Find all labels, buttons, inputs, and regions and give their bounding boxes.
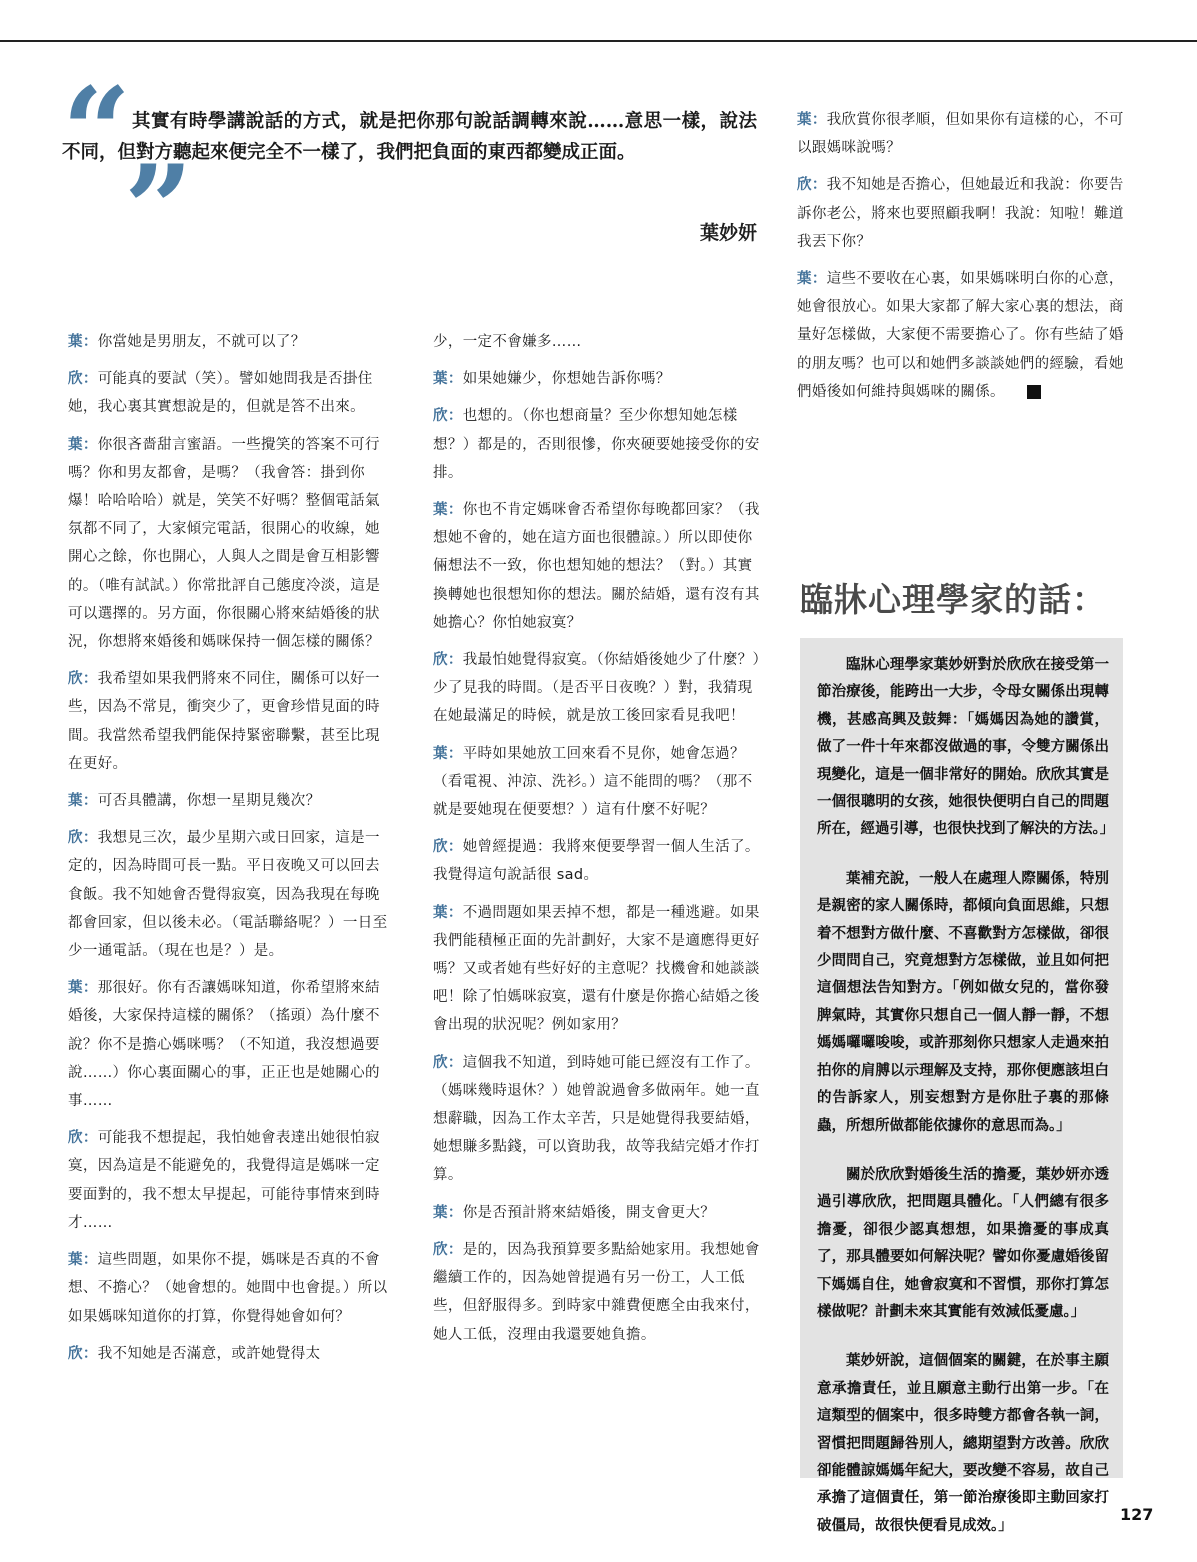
dialogue-text: 我不知她是否擔心，但她最近和我說：你要告訴你老公，將來也要照顧我啊！我說：知啦！難道我丟下你？ (797, 177, 1124, 250)
dialogue-text: 你也不肯定媽咪會否希望你每晚都回家？（我想她不會的，她在這方面也很體諒。）所以即使你倆想法不一致，你也想知她的想法？（對。）其實換轉她也很想知你的想法。關於結婚，還有沒有其她擔心？你怕她寂寞？ (433, 502, 760, 631)
sidebar-paragraph: 關於欣欣對婚後生活的擔憂，葉妙妍亦透過引導欣欣，把問題具體化。「人們總有很多擔憂，卻很少認真想想，如果擔憂的事成真了，那具體要如何解決呢？譬如你憂慮婚後留下媽媽自住，她會寂寞和不習慣，那你打算怎樣做呢？計劃未來其實能有效減低憂慮。」 (817, 1166, 1109, 1320)
speaker-label: 葉： (68, 793, 98, 810)
dialogue-turn (68, 824, 394, 965)
dialogue-turn (433, 496, 761, 637)
dialogue-text: 我想見三次，最少星期六或日回家，這是一定的，因為時間可長一點。平日夜晚又可以回去食飯。我不知她會否覺得寂寞，因為我現在每晚都會回家，但以後未必。（電話聯絡呢？）一日至少一通電話。（現在也是？）是。 (68, 830, 388, 960)
dialogue-text: 這個我不知道，到時她可能已經沒有工作了。（媽咪幾時退休？）她曾說過會多做兩年。她一直想辭職，因為工作太辛苦，只是她覺得我要結婚，她想賺多點錢，可以資助我，故等我結完婚才作打算。 (433, 1054, 760, 1184)
dialogue-text: 我不知她是否滿意，或許她覺得太 (97, 1345, 321, 1362)
dialogue-text: 那很好。你有否讓媽咪知道，你希望將來結婚後，大家保持這樣的關係？（搖頭）為什麼不說？你不是擔心媽咪嗎？（不知道，我沒想過要說……）你心裏面關心的事，正正也是她關心的事…… (68, 980, 380, 1110)
pull-quote-author: 葉妙妍 (699, 222, 757, 244)
speaker-label: 欣： (68, 1130, 98, 1147)
speaker-label: 欣： (433, 408, 463, 425)
dialogue-turn (433, 899, 761, 1040)
dialogue-text: 你很吝嗇甜言蜜語。一些攪笑的答案不可行嗎？你和男友都會，是嗎？（我會答：掛到你爆！哈哈哈哈）就是，笑笑不好嗎？整個電話氣氛都不同了，大家傾完電話，很開心的收線，她開心之餘，你也開心，人與人之間是會互相影響的。（唯有試試。）你常批評自己態度冷淡，這是可以選擇的。另方面，你很關心將來結婚後的狀況，你想將來婚後和媽咪保持一個怎樣的關係？ (68, 436, 381, 651)
dialogue-text: 這些問題，如果你不提，媽咪是否真的不會想、不擔心？（她會想的。她間中也會提。）所以如果媽咪知道你的打算，你覺得她會如何？ (68, 1252, 388, 1325)
dialogue-turn (433, 328, 761, 356)
speaker-label: 葉： (433, 1204, 463, 1221)
dialogue-turn (68, 431, 394, 657)
dialogue-turn (68, 1246, 394, 1331)
dialogue-turn (68, 328, 394, 356)
dialogue-text: 是的，因為我預算要多點給她家用。我想她會繼續工作的，因為她曾提過有另一份工，人工低些，但舒服得多。到時家中雜費便應全由我來付，她人工低，沒理由我還要她負擔。 (433, 1241, 760, 1343)
speaker-label: 欣： (797, 177, 827, 194)
speaker-label: 葉： (797, 112, 827, 128)
speaker-label: 葉： (433, 502, 463, 519)
dialogue-turn (797, 171, 1127, 256)
dialogue-turn (433, 402, 761, 487)
dialogue-turn (68, 665, 394, 778)
speaker-label: 欣： (433, 652, 463, 669)
speaker-label: 欣： (433, 839, 463, 856)
sidebar-body (817, 652, 1115, 1562)
dialogue-turn (433, 740, 761, 825)
dialogue-turn (433, 646, 761, 731)
speaker-label: 欣： (433, 1241, 463, 1258)
top-rule (0, 40, 1197, 42)
dialogue-turn (68, 365, 394, 421)
dialogue-text: 她曾經提過：我將來便要學習一個人生活了。我覺得這句說話很 sad。 (433, 839, 760, 884)
speaker-label: 欣： (68, 371, 98, 388)
speaker-label: 葉： (68, 1252, 98, 1269)
dialogue-turn (433, 833, 761, 889)
dialogue-turn (68, 1124, 394, 1237)
dialogue-text: 少，一定不會嫌多…… (433, 334, 582, 350)
speaker-label: 欣： (433, 1054, 463, 1071)
speaker-label: 葉： (68, 334, 98, 350)
page-number: 127 (1120, 1505, 1154, 1524)
speaker-label: 葉： (68, 436, 98, 453)
speaker-label: 葉： (433, 371, 463, 388)
speaker-label: 葉： (433, 904, 463, 921)
dialogue-text: 我最怕她覺得寂寞。（你結婚後她少了什麼？）少了見我的時間。（是否平日夜晚？）對，我猜現在她最滿足的時候，就是放工後回家看見我吧！ (433, 652, 761, 725)
dialogue-text: 也想的。（你也想商量？至少你想知她怎樣想？）都是的，否則很慘，你夾硬要她接受你的安排。 (433, 408, 760, 481)
dialogue-text: 你是否預計將來結婚後，開支會更大？ (462, 1204, 716, 1221)
pull-quote-text: 其實有時學講說話的方式，就是把你那句說話調轉來說……意思一樣，說法不同，但對方聽起來便完全不一樣了，我們把負面的東西都變成正面。 (62, 111, 757, 163)
dialogue-turn (433, 1236, 761, 1349)
dialogue-column-3 (797, 106, 1127, 415)
dialogue-text: 如果她嫌少，你想她告訴你嗎？ (462, 371, 671, 388)
dialogue-text: 你當她是男朋友，不就可以了？ (97, 334, 306, 350)
sidebar-heading: 臨牀心理學家的話： (800, 580, 1106, 619)
dialogue-turn (68, 1340, 394, 1368)
dialogue-text: 可能真的要試（笑）。譬如她問我是否掛住她，我心裏其實想說是的，但就是答不出來。 (68, 371, 373, 416)
speaker-label: 葉： (433, 745, 463, 762)
speaker-label: 欣： (68, 830, 98, 847)
dialogue-turn (433, 1049, 761, 1190)
dialogue-turn (68, 787, 394, 815)
dialogue-text: 我希望如果我們將來不同住，關係可以好一些，因為不常見，衝突少了，更會珍惜見面的時間。我當然希望我們能保持緊密聯繫，甚至比現在更好。 (68, 671, 380, 772)
dialogue-text: 我欣賞你很孝順，但如果你有這樣的心，不可以跟媽咪說嗎？ (797, 112, 1124, 157)
dialogue-turn (68, 974, 394, 1115)
end-of-article-mark-icon (1027, 385, 1041, 399)
dialogue-text: 可能我不想提起，我怕她會表達出她很怕寂寞，因為這是不能避免的，我覺得這是媽咪一定要面對的，我不想太早提起，可能待事情來到時才…… (68, 1130, 380, 1231)
close-quote-mark-icon: ” (124, 139, 194, 280)
sidebar-paragraph: 臨牀心理學家葉妙妍對於欣欣在接受第一節治療後，能跨出一大步，令母女關係出現轉機，甚感高興及鼓舞：「媽媽因為她的讚賞，做了一件十年來都沒做過的事，令雙方關係出現變化，這是一個非常好的開始。欣欣其實是一個很聰明的女孩，她很快便明白自己的問題所在，經過引導，也很快找到了解決的方法。」 (817, 657, 1115, 838)
speaker-label: 葉： (797, 271, 827, 288)
dialogue-turn (797, 106, 1127, 162)
speaker-label: 欣： (68, 1345, 98, 1362)
dialogue-turn (797, 265, 1127, 406)
open-quote-mark-icon: “ (62, 61, 132, 202)
dialogue-column-2 (433, 328, 761, 1358)
dialogue-text: 可否具體講，你想一星期見幾次？ (97, 793, 321, 810)
dialogue-text: 不過問題如果丟掉不想，都是一種逃避。如果我們能積極正面的先計劃好，大家不是適應得更好嗎？又或者她有些好好的主意呢？找機會和她談談吧！除了怕媽咪寂寞，還有什麼是你擔心結婚之後會出現的狀況呢？例如家用？ (433, 904, 760, 1034)
dialogue-text: 這些不要收在心裏，如果媽咪明白你的心意，她會很放心。如果大家都了解大家心裏的想法，商量好怎樣做，大家便不需要擔心了。你有些結了婚的朋友嗎？也可以和她們多談談她們的經驗，看她們婚後如何維持與媽咪的關係。 (797, 271, 1124, 400)
sidebar-paragraph: 葉妙妍說，這個個案的關鍵，在於事主願意承擔責任，並且願意主動行出第一步。「在這類型的個案中，很多時雙方都會各執一詞，習慣把問題歸咎別人，總期望對方改善。欣欣卻能體諒媽媽年紀大，要改變不容易，故自己承擔了這個責任，第一節治療後即主動回家打破僵局，故很快便看見成效。」 (817, 1353, 1109, 1534)
psychologist-sidebar (800, 638, 1123, 1534)
sidebar-paragraph: 葉補充說，一般人在處理人際關係，特別是親密的家人關係時，都傾向負面思維，只想着不想對方做什麼、不喜歡對方怎樣做，卻很少問問自己，究竟想對方怎樣做，並且如何把這個想法告知對方。「例如做女兒的，當你發脾氣時，其實你只想自己一個人靜一靜，不想媽媽囉囉唆唆，或許那刻你只想家人走過來拍拍你的肩膊以示理解及支持，那你便應該坦白的告訴家人，別妄想對方是你肚子裏的那條蟲，所想所做都能依據你的意思而為。」 (817, 870, 1109, 1134)
speaker-label: 葉： (68, 980, 98, 997)
dialogue-column-1 (68, 328, 394, 1377)
dialogue-turn (433, 365, 761, 393)
dialogue-text: 平時如果她放工回來看不見你，她會怎過？（看電視、沖涼、洗衫。）這不能問的嗎？（那不就是要她現在便要想？）這有什麼不好呢？ (433, 745, 753, 819)
dialogue-turn (433, 1199, 761, 1227)
speaker-label: 欣： (68, 671, 98, 688)
